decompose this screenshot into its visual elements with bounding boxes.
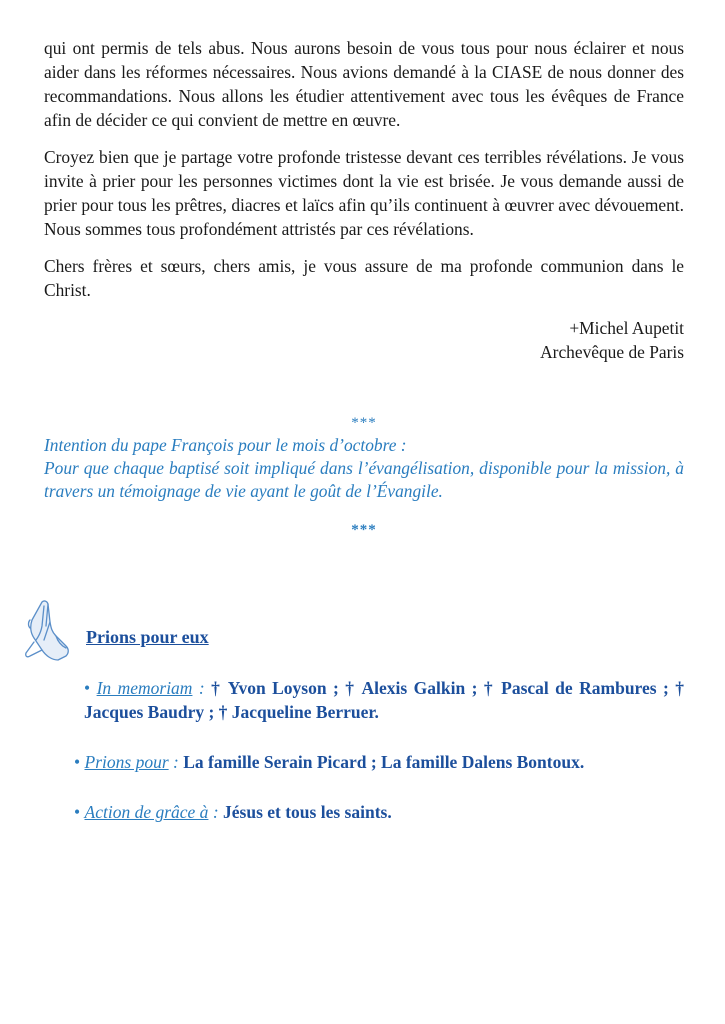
prayer-item-label: In memoriam	[96, 678, 193, 698]
prayer-item-prions-pour	[74, 750, 684, 774]
prayer-item-label: Prions pour	[84, 752, 169, 772]
signature-name: +Michel Aupetit	[569, 318, 684, 338]
intention-text: Pour que chaque baptisé soit impliqué dans l’évangélisation, disponible pour la mission, à travers un témoignage de vie ayant le goût de l’Évangile.	[44, 458, 684, 501]
prayer-item-names: † Yvon Loyson ; † Alexis Galkin ; † Pascal de Rambures ; † Jacques Baudry ; † Jacqueline Berruer.	[84, 678, 685, 722]
prayer-title: Prions pour eux	[86, 627, 209, 647]
letter-paragraph: Chers frères et sœurs, chers amis, je vous assure de ma profonde communion dans le Christ.	[44, 256, 684, 300]
letter-paragraph: Croyez bien que je partage votre profonde tristesse devant ces terribles révélations. Je vous invite à prier pour les personnes victimes dont la vie est brisée. Je vous demande aussi de prier pour tous les prêtres, diacres et laïcs afin qu’ils continuent à œuvrer avec dévouement. Nous sommes tous profondément attristés par ces révélations.	[44, 147, 684, 239]
signature-title: Archevêque de Paris	[540, 342, 684, 362]
separator-stars: ***	[351, 415, 377, 431]
prayer-header	[22, 596, 684, 662]
pope-intention-block	[44, 412, 684, 541]
signature-block	[44, 316, 684, 364]
prayer-item-names: La famille Serain Picard ; La famille Dalens Bontoux.	[183, 752, 585, 772]
praying-hands-icon	[22, 596, 74, 662]
intention-heading: Intention du pape François pour le mois d’octobre :	[44, 435, 407, 455]
prayer-item-label: Action de grâce à	[84, 802, 209, 822]
letter-body	[44, 36, 684, 541]
bullet: •	[84, 678, 91, 698]
bullet: •	[74, 802, 81, 822]
prayer-item-colon: :	[168, 752, 179, 772]
prayer-item-colon: :	[192, 678, 205, 698]
prayer-item-colon: :	[208, 802, 219, 822]
prayer-item-action-de-grace	[74, 800, 684, 824]
separator-stars: ***	[351, 522, 377, 538]
prayer-item-in-memoriam	[74, 676, 684, 724]
bullet: •	[74, 752, 81, 772]
prayer-list	[22, 676, 684, 824]
prayer-item-names: Jésus et tous les saints.	[223, 802, 392, 822]
prayer-section	[22, 596, 684, 850]
letter-paragraph: qui ont permis de tels abus. Nous aurons besoin de vous tous pour nous éclairer et nous aider dans les réformes nécessaires. Nous avions demandé à la CIASE de nous donner des recommandations. Nous allons les étudier attentivement avec tous les évêques de France afin de décider ce qui convient de mettre en œuvre.	[44, 38, 684, 130]
